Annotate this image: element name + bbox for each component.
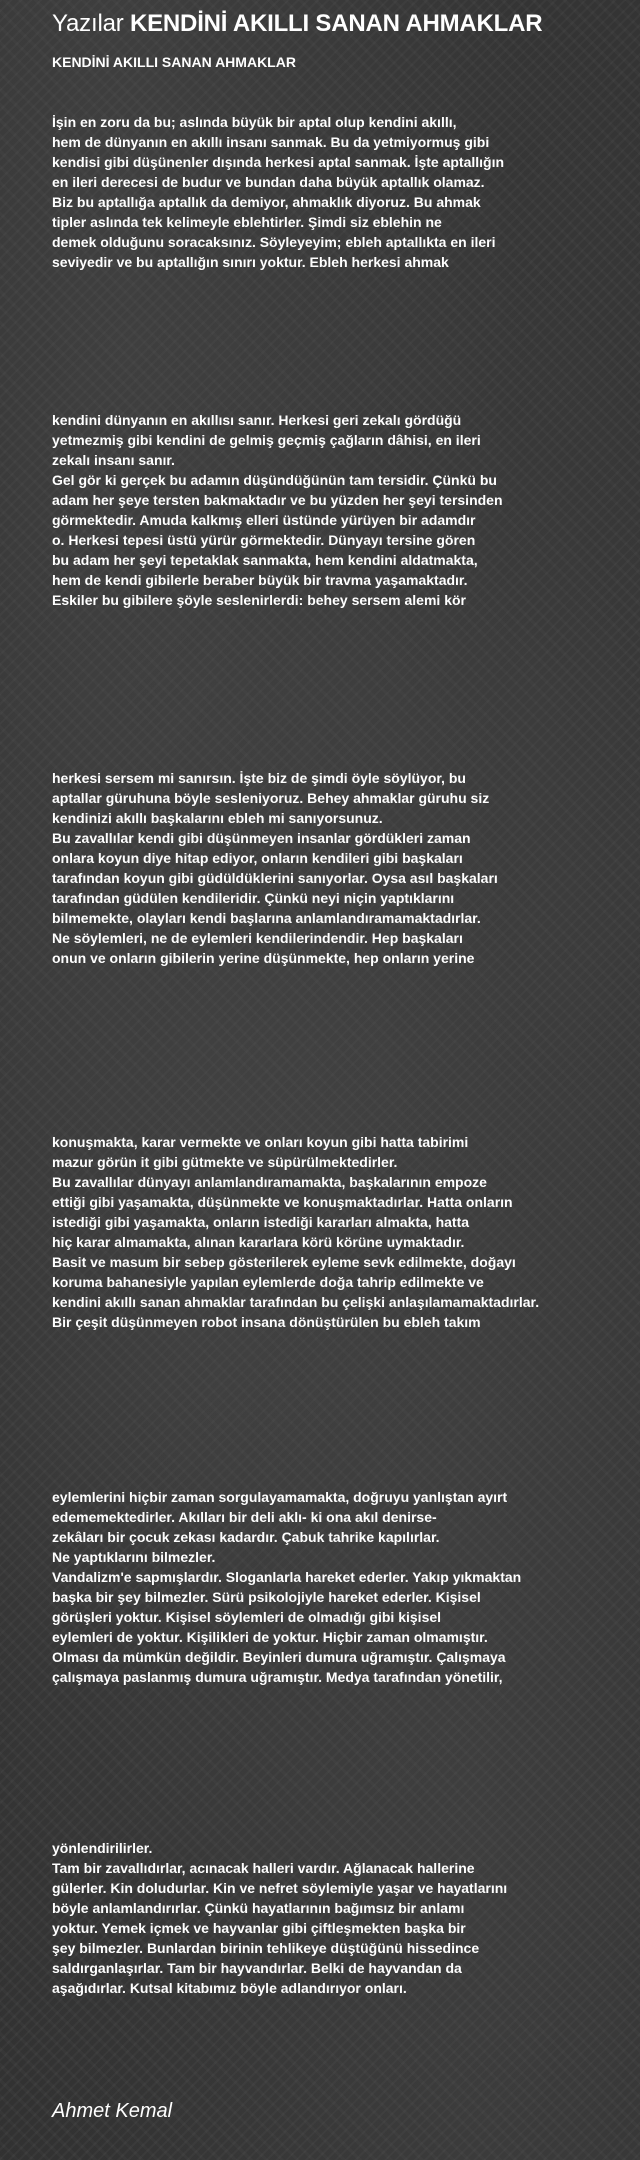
text-line: gülerler. Kin doludurlar. Kin ve nefret söylemiyle yaşar ve hayatlarını (52, 1880, 508, 1896)
text-line: bilmemekte, olayları kendi başlarına anlamlandıramamaktadırlar. (52, 910, 481, 926)
text-line: kendisi gibi düşünenler dışında herkesi aptal sanmak. İşte aptallığın (52, 154, 505, 170)
text-line: zekalı insanı sanır. (52, 452, 175, 468)
text-line: o. Herkesi tepesi üstü yürür görmektedir. Dünyayı tersine gören (52, 532, 476, 548)
text-line: Vandalizm'e sapmışlardır. Sloganlarla hareket ederler. Yakıp yıkmaktan (52, 1569, 522, 1585)
text-line: Ne söylemleri, ne de eylemleri kendilerindendir. Hep başkaları (52, 930, 463, 946)
text-line: yönlendirilirler. (52, 1840, 153, 1856)
text-line: hem de kendi gibilerle beraber büyük bir travma yaşamaktadır. (52, 572, 468, 588)
text-block-3 (52, 768, 612, 968)
text-line: ettiği gibi yaşamakta, düşünmekte ve konuşmaktadırlar. Hatta onların (52, 1194, 513, 1210)
text-line: bu adam her şeyi tepetaklak sanmakta, hem kendini aldatmakta, (52, 552, 478, 568)
text-block-4 (52, 1132, 612, 1332)
text-line: adam her şeye tersten bakmaktadır ve bu yüzden her şeyi tersinden (52, 492, 503, 508)
text-line: kendinizi akıllı başkalarını ebleh mi sanıyorsunuz. (52, 810, 383, 826)
text-line: Ne yaptıklarını bilmezler. (52, 1549, 216, 1565)
text-line: Olması da mümkün değildir. Beyinleri dumura uğramıştır. Çalışmaya (52, 1649, 506, 1665)
text-line: tipler aslında tek kelimeyle eblehtirler. Şimdi siz eblehin ne (52, 214, 442, 230)
text-line: mazur görün it gibi gütmekte ve süpürülmektedirler. (52, 1154, 398, 1170)
poem-subtitle: KENDİNİ AKILLI SANAN AHMAKLAR (52, 54, 296, 70)
text-line: tarafından güdülen kendileridir. Çünkü neyi niçin yaptıklarını (52, 890, 455, 906)
text-line: demek olduğunu soracaksınız. Söyleyeyim; ebleh aptallıkta en ileri (52, 234, 496, 250)
text-line: şey bilmezler. Bunlardan birinin tehlikeye düştüğünü hissedince (52, 1940, 480, 1956)
text-line: koruma bahanesiyle yapılan eylemlerde doğa tahrip edilmekte ve (52, 1274, 484, 1290)
text-line: yetmezmiş gibi kendini de gelmiş geçmiş çağların dâhisi, en ileri (52, 432, 481, 448)
text-block-5 (52, 1487, 612, 1687)
text-block-2 (52, 410, 612, 610)
text-line: yoktur. Yemek içmek ve hayvanlar gibi çiftleşmekten başka bir (52, 1920, 466, 1936)
text-line: çalışmaya paslanmış dumura uğramıştır. Medya tarafından yönetilir, (52, 1669, 503, 1685)
page-title (52, 10, 542, 38)
text-line: Eskiler bu gibilere şöyle seslenirlerdi: behey sersem alemi kör (52, 592, 466, 608)
author-name: Ahmet Kemal (52, 2100, 173, 2122)
title-prefix: Yazılar (52, 10, 124, 37)
text-line: seviyedir ve bu aptallığın sınırı yoktur. Ebleh herkesi ahmak (52, 254, 449, 270)
text-line: eylemleri de yoktur. Kişilikleri de yoktur. Hiçbir zaman olmamıştır. (52, 1629, 488, 1645)
text-line: İşin en zoru da bu; aslında büyük bir aptal olup kendini akıllı, (52, 114, 457, 130)
text-line: başka bir şey bilmezler. Sürü psikolojiyle hareket ederler. Kişisel (52, 1589, 481, 1605)
text-line: onlara koyun diye hitap ediyor, onların kendileri gibi başkaları (52, 850, 463, 866)
text-line: Basit ve masum bir sebep gösterilerek eyleme sevk edilmekte, doğayı (52, 1254, 516, 1270)
text-line: aptallar güruhuna böyle sesleniyoruz. Behey ahmaklar güruhu siz (52, 790, 490, 806)
text-line: Bu zavallılar dünyayı anlamlandıramamakta, başkalarının empoze (52, 1174, 487, 1190)
text-line: aşağıdırlar. Kutsal kitabımız böyle adlandırıyor onları. (52, 1980, 407, 1996)
text-line: görmektedir. Amuda kalkmış elleri üstünde yürüyen bir adamdır (52, 512, 476, 528)
text-line: görüşleri yoktur. Kişisel söylemleri de olmadığı gibi kişisel (52, 1609, 442, 1625)
text-line: tarafından koyun gibi güdüldüklerini sanıyorlar. Oysa asıl başkaları (52, 870, 498, 886)
text-line: Gel gör ki gerçek bu adamın düşündüğünün tam tersidir. Çünkü bu (52, 472, 497, 488)
text-line: en ileri derecesi de budur ve bundan daha büyük aptallık olamaz. (52, 174, 485, 190)
text-line: Bu zavallılar kendi gibi düşünmeyen insanlar gördükleri zaman (52, 830, 471, 846)
text-line: hiç karar almamakta, alınan kararlara körü körüne uymaktadır. (52, 1234, 465, 1250)
text-line: eylemlerini hiçbir zaman sorgulayamamakta, doğruyu yanlıştan ayırt (52, 1489, 508, 1505)
text-line: zekâları bir çocuk zekası kadardır. Çabuk tahrike kapılırlar. (52, 1529, 440, 1545)
text-line: kendini dünyanın en akıllısı sanır. Herkesi geri zekalı gördüğü (52, 412, 462, 428)
text-line: onun ve onların gibilerin yerine düşünmekte, hep onların yerine (52, 950, 475, 966)
title-main: KENDİNİ AKILLI SANAN AHMAKLAR (129, 10, 543, 37)
text-block-1 (52, 112, 612, 272)
text-line: edememektedirler. Akılları bir deli aklı- ki ona akıl denirse- (52, 1509, 437, 1525)
text-line: böyle anlamlandırırlar. Çünkü hayatlarının bağımsız bir anlamı (52, 1900, 465, 1916)
text-line: istediği gibi yaşamakta, onların istediği kararları almakta, hatta (52, 1214, 470, 1230)
text-line: kendini akıllı sanan ahmaklar tarafından bu çelişki anlaşılamamaktadırlar. (52, 1294, 540, 1310)
text-line: Biz bu aptallığa aptallık da demiyor, ahmaklık diyoruz. Bu ahmak (52, 194, 481, 210)
text-block-6 (52, 1838, 612, 1998)
text-line: Bir çeşit düşünmeyen robot insana dönüştürülen bu ebleh takım (52, 1314, 481, 1330)
text-line: konuşmakta, karar vermekte ve onları koyun gibi hatta tabirimi (52, 1134, 469, 1150)
text-line: saldırganlaşırlar. Tam bir hayvandırlar. Belki de hayvandan da (52, 1960, 462, 1976)
text-line: Tam bir zavallıdırlar, acınacak halleri vardır. Ağlanacak hallerine (52, 1860, 475, 1876)
text-line: herkesi sersem mi sanırsın. İşte biz de şimdi öyle söylüyor, bu (52, 770, 466, 786)
text-line: hem de dünyanın en akıllı insanı sanmak. Bu da yetmiyormuş gibi (52, 134, 490, 150)
